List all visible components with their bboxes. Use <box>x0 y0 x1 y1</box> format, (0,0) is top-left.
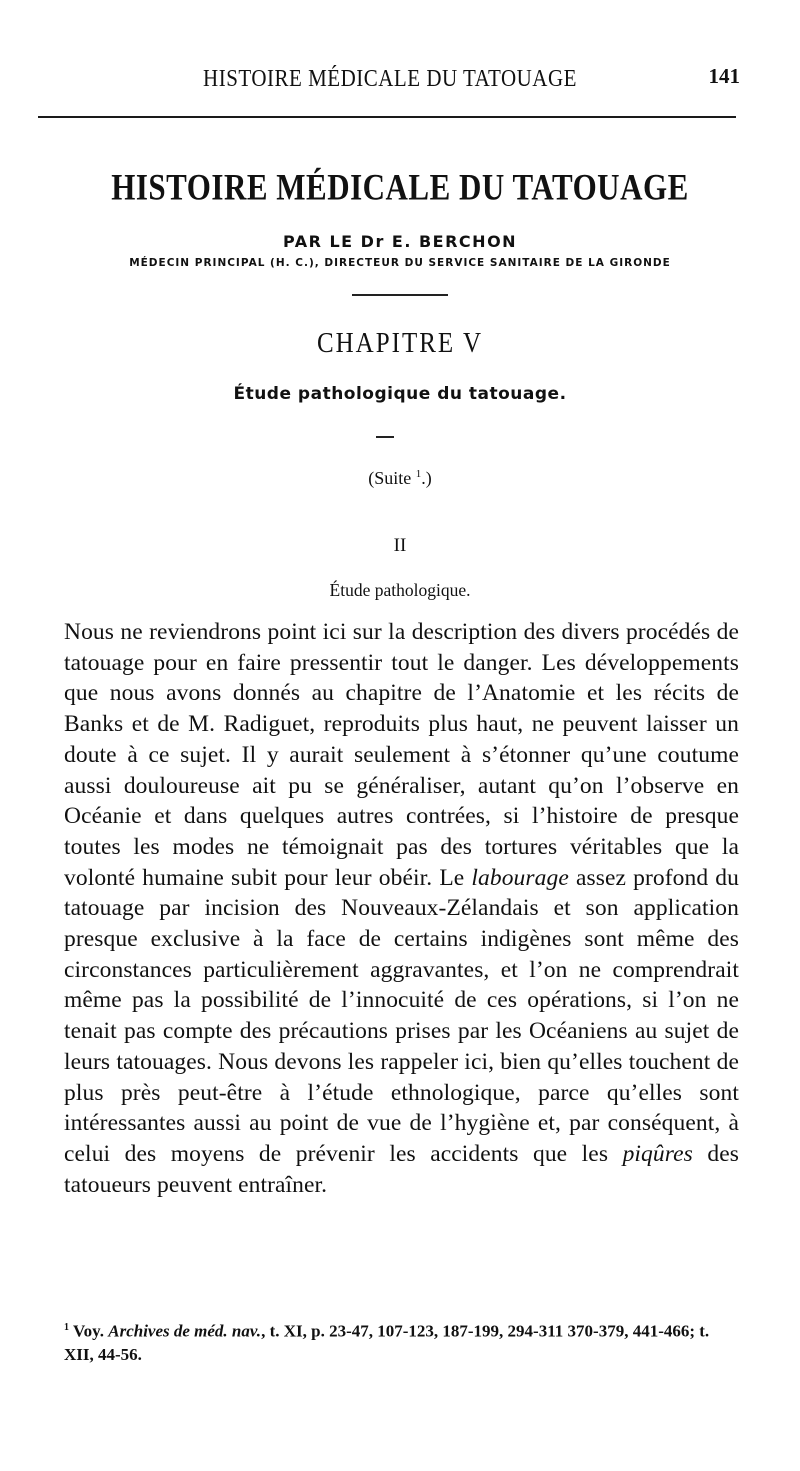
body-text-part-3: des tatoueurs peuvent entraîner. <box>64 1140 739 1198</box>
dash-divider <box>376 436 394 438</box>
footnote-refs: , t. XI, p. 23-47, 107-123, 187-199, 294-311 370-379, 441-466; t. XII, 44-56. <box>64 1321 710 1364</box>
footnote-lead: Voy. <box>69 1321 109 1341</box>
running-head-title: HISTOIRE MÉDICALE DU TATOUAGE <box>203 64 577 92</box>
body-text-part-1: Nous ne reviendrons point ici sur la description des divers procédés de tatouage pour en faire pressentir tout le danger. Les développements que nous avons donnés au chapitre de l’Anatomie et les récits de Banks et de M. Radiguet, reproduits plus haut, ne peuvent laisser un doute à ce sujet. Il y aurait seulement à s’étonner qu’une coutume aussi douloureuse ait pu se généraliser, autant qu’on l’observe en Océanie et dans quelques autres contrées, si l’histoire de presque toutes les modes ne témoignait pas des tortures véritables que la volonté humaine subit pour leur obéir. Le <box>64 619 739 891</box>
footnote <box>64 1316 739 1366</box>
suite-close: .) <box>421 468 432 488</box>
suite-note <box>0 468 800 489</box>
header-rule <box>38 116 736 118</box>
section-number: II <box>393 535 407 556</box>
body-text-part-2: assez profond du tatouage par incision des Nouveaux-Zélandais et son application presque exclusive à la face de certains indigènes sont même des circonstances particulièrement aggravantes, et l’on ne comprendrait même pas la possibilité de l’innocuité de ces opérations, si l’on ne tenait pas compte des précautions prises par les Océaniens au sujet de leurs tatouages. Nous devons les rappeler ici, bien qu’elles touchent de plus près peut-être à l’étude ethnologique, parce qu’elles sont intéressantes aussi au point de vue de l’hygiène et, par conséquent, à celui des moyens de prévenir les accidents que les <box>64 864 739 1167</box>
author-role: MÉDECIN PRINCIPAL (H. C.), DIRECTEUR DU SERVICE SANITAIRE DE LA GIRONDE <box>129 257 671 269</box>
footnote-ref: 1 <box>415 468 422 480</box>
running-head <box>40 64 740 92</box>
page-number: 141 <box>708 64 740 88</box>
section-title: Étude pathologique. <box>329 580 471 600</box>
title-divider <box>352 294 448 296</box>
suite-label: (Suite <box>368 468 416 488</box>
chapter-subtitle: Étude pathologique du tatouage. <box>233 384 567 404</box>
body-emphasis-piqures: piqûres <box>622 1140 693 1167</box>
footnote-journal: Archives de méd. nav. <box>108 1321 262 1341</box>
article-title: HISTOIRE MÉDICALE DU TATOUAGE <box>111 166 689 208</box>
body-emphasis-labourage: labourage <box>471 864 569 891</box>
footnote-marker: 1 <box>64 1322 69 1333</box>
chapter-heading: CHAPITRE V <box>316 328 484 360</box>
body-paragraph <box>64 617 739 1200</box>
author-line: PAR LE Dr E. BERCHON <box>282 232 518 251</box>
